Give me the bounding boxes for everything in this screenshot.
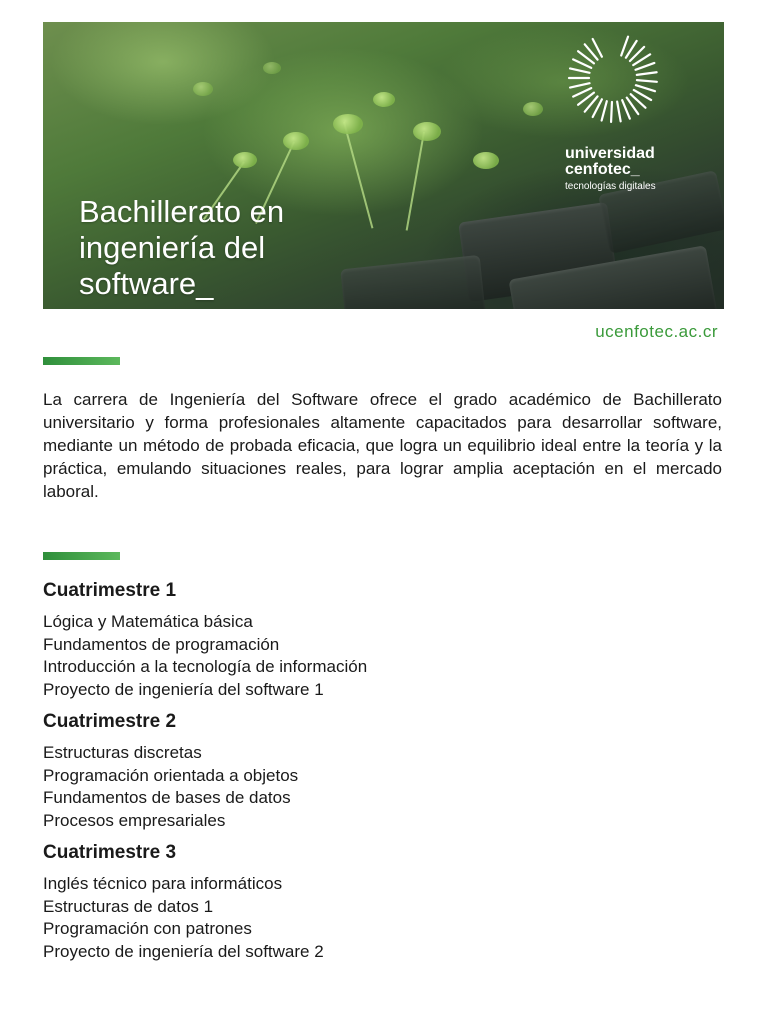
semester-block xyxy=(43,579,723,701)
section-divider xyxy=(43,552,120,560)
section-divider xyxy=(43,357,120,365)
banner-title-line: Bachillerato en xyxy=(79,194,285,229)
banner-title-line: ingeniería del xyxy=(79,230,266,265)
course-item: Lógica y Matemática básica xyxy=(43,612,253,631)
sprout-leaf xyxy=(333,114,363,134)
course-item: Introducción a la tecnología de información xyxy=(43,657,368,676)
course-item: Fundamentos de programación xyxy=(43,634,280,654)
sprout-leaf xyxy=(193,82,213,96)
course-item: Proyecto de ingeniería del software 1 xyxy=(43,679,324,699)
banner-title xyxy=(79,194,419,302)
semester-block xyxy=(43,841,723,963)
semester-title: Cuatrimestre 2 xyxy=(43,711,177,732)
banner-title-line: software_ xyxy=(79,266,214,301)
sprout-leaf xyxy=(373,92,395,107)
sprout-leaf xyxy=(263,62,281,74)
logo-name-line1: universidad xyxy=(565,145,655,162)
intro-paragraph: La carrera de Ingeniería del Software ofrece el grado académico de Bachillerato universitario y forma profesionales altamente capacitados para desarrollar software, mediante un método de probada eficacia, que logra un equilibrio ideal entre la teoría y la práctica, emulando situaciones reales, para lograr amplia aceptación en el mercado laboral. xyxy=(43,390,722,501)
course-item: Programación orientada a objetos xyxy=(43,765,299,785)
course-item: Estructuras de datos 1 xyxy=(43,896,214,916)
course-item: Procesos empresariales xyxy=(43,810,226,830)
course-list xyxy=(43,873,723,963)
course-list xyxy=(43,611,723,701)
semester-title: Cuatrimestre 3 xyxy=(43,842,177,863)
university-logo xyxy=(563,32,713,197)
sunburst-logo-icon xyxy=(567,32,677,132)
sprout-leaf xyxy=(283,132,309,150)
logo-tagline: tecnologías digitales xyxy=(565,181,656,192)
course-list xyxy=(43,742,723,832)
sprout-leaf xyxy=(523,102,543,116)
semester-block xyxy=(43,710,723,832)
course-item: Fundamentos de bases de datos xyxy=(43,788,291,807)
semester-title: Cuatrimestre 1 xyxy=(43,580,177,601)
course-item: Estructuras discretas xyxy=(43,743,202,762)
website-link[interactable]: ucenfotec.ac.cr xyxy=(595,322,718,341)
logo-name-line2: cenfotec_ xyxy=(565,161,640,178)
course-item: Programación con patrones xyxy=(43,919,252,938)
sprout-leaf xyxy=(233,152,257,168)
course-item: Inglés técnico para informáticos xyxy=(43,874,283,893)
hero-banner xyxy=(43,22,724,309)
sprout-leaf xyxy=(413,122,441,141)
sprout-leaf xyxy=(473,152,499,169)
course-item: Proyecto de ingeniería del software 2 xyxy=(43,941,324,961)
